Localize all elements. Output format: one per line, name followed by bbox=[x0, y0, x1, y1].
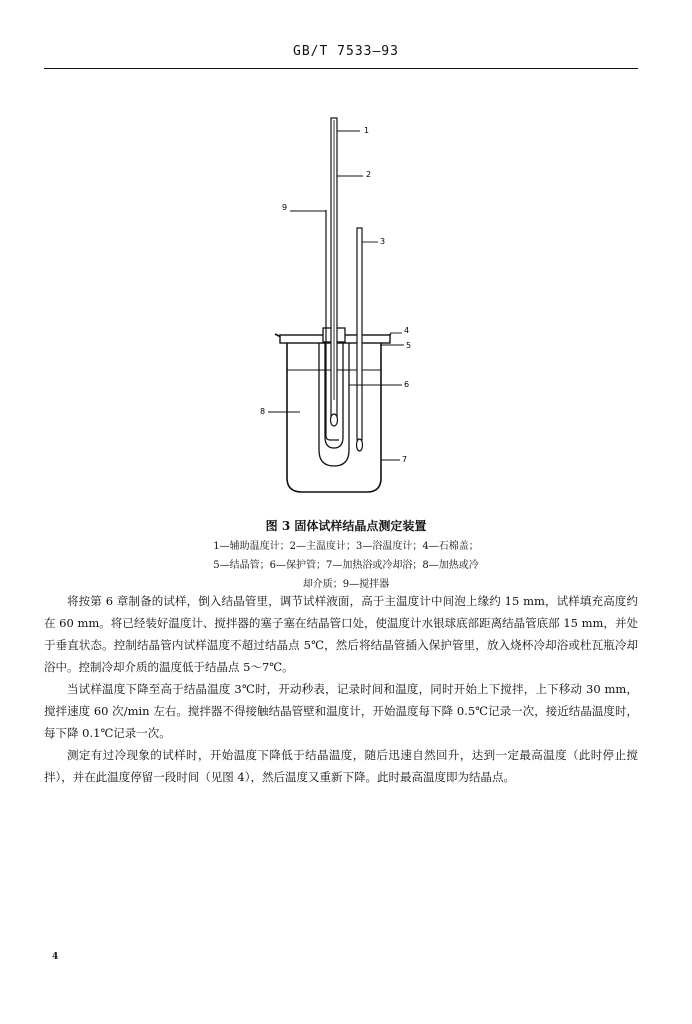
main-thermometer-bulb bbox=[331, 414, 338, 426]
figure-legend-line: 却介质；9—搅拌器 bbox=[302, 579, 390, 590]
paragraph: 将按第 6 章制备的试样，倒入结晶管里，调节试样液面，高于主温度计中间泡上缘约 15 mm，试样填充高度约在 60 mm。将已经装好温度计、搅拌器的塞子塞在结晶管口处，使温度计水银球底部距离结晶管底部 15 mm，并处于垂直状态。控制结晶管内试样温度不超过结晶点 5℃，然后将结晶管插入保护管里，放入烧杯冷却浴或杜瓦瓶冷却浴中。控制冷却介质的温度低于结晶点 5～7℃。 bbox=[44, 594, 638, 674]
apparatus-figure bbox=[190, 100, 450, 505]
callout-7: 7 bbox=[402, 455, 408, 464]
bath-thermometer-bulb bbox=[357, 439, 363, 451]
standard-number-header: GB/T 7533—93 bbox=[293, 44, 399, 59]
callout-8: 8 bbox=[260, 407, 266, 416]
callout-4: 4 bbox=[404, 326, 410, 335]
header-rule bbox=[44, 68, 638, 69]
callout-6: 6 bbox=[404, 380, 410, 389]
bath-thermometer bbox=[357, 228, 362, 440]
figure-caption: 图 3 固体试样结晶点测定装置 bbox=[265, 519, 427, 533]
callout-3: 3 bbox=[380, 237, 386, 246]
body-text bbox=[44, 590, 638, 788]
figure-legend-line: 5—结晶管；6—保护管；7—加热浴或冷却浴；8—加热或冷 bbox=[213, 560, 479, 571]
paragraph: 测定有过冷现象的试样时，开始温度下降低于结晶温度，随后迅速自然回升，达到一定最高温度（此时停止搅拌），并在此温度停留一段时间（见图 4），然后温度又重新下降。此时最高温度即为结晶点。 bbox=[44, 748, 638, 784]
figure-legend-line: 1—辅助温度计；2—主温度计；3—浴温度计；4—石棉盖； bbox=[213, 541, 479, 552]
callout-2: 2 bbox=[366, 170, 372, 179]
stirrer-loop bbox=[326, 436, 339, 440]
callout-5: 5 bbox=[406, 341, 412, 350]
callout-9: 9 bbox=[282, 203, 288, 212]
paragraph: 当试样温度下降至高于结晶温度 3℃时，开动秒表，记录时间和温度，同时开始上下搅拌，上下移动 30 mm，搅拌速度 60 次/min 左右。搅拌器不得接触结晶管壁和温度计，开始温度每下降 0.5℃记录一次，接近结晶温度时，每下降 0.1℃记录一次。 bbox=[44, 682, 638, 740]
page-number: 4 bbox=[52, 952, 59, 962]
callout-1: 1 bbox=[364, 126, 370, 135]
